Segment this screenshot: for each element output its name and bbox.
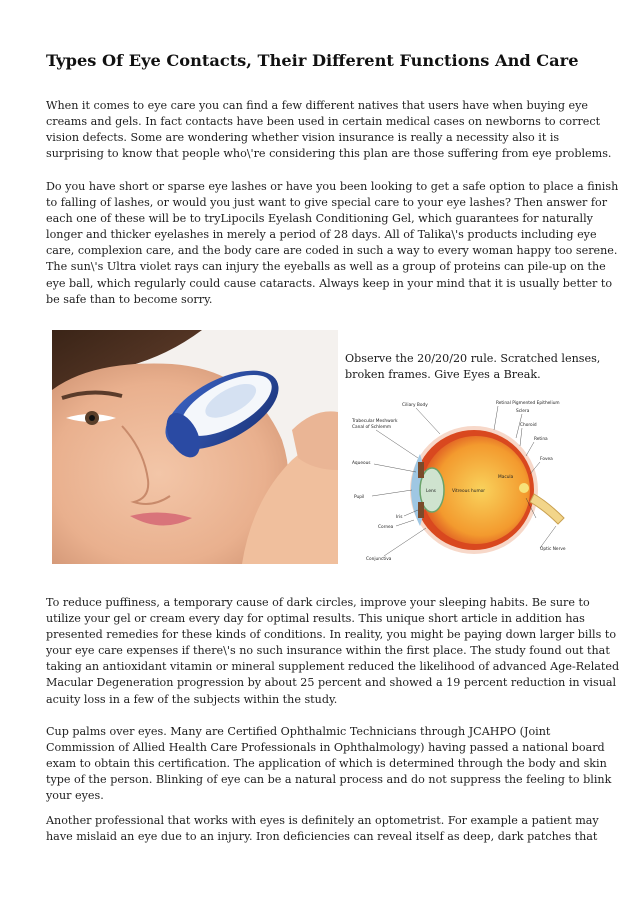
text-line: To reduce puffiness, a temporary cause of dark circles, improve your sleeping habits. Be sure to — [46, 596, 590, 609]
text-line: surprising to know that people who\'re considering this plan are those suffering from eye problems. — [46, 147, 612, 161]
label-cornea: Cornea — [378, 525, 394, 530]
text-line: taking an antioxidant vitamin or mineral supplement reduced the likelihood of advanced Age-Related — [46, 660, 620, 674]
label-aqueous: Aqueous — [352, 461, 371, 466]
eye-anatomy-diagram — [344, 398, 590, 568]
text-line: acuity loss in a few of the subjects within the study. — [46, 692, 338, 706]
text-line: care, complexion care, and the body care are coded in such a way to every woman happy too serene. — [46, 244, 618, 258]
label-optic-nerve: Optic Nerve — [540, 547, 566, 552]
caption-line: broken frames. Give Eyes a Break. — [345, 368, 541, 382]
text-line: Cup palms over eyes. Many are Certified Ophthalmic Technicians through JCAHPO (Joint — [46, 725, 551, 738]
page-title: Types Of Eye Contacts, Their Different Functions And Care — [46, 51, 579, 70]
label-pupil: Pupil — [354, 495, 365, 500]
label-macula: Macula — [498, 475, 514, 480]
text-line: be safe than to become sorry. — [46, 292, 213, 306]
text-line: utilize your gel or cream every day for optimal results. This unique short article in addition has — [46, 612, 585, 626]
text-line: exam to obtain this certification. The application of which is determined through the body and skin — [46, 757, 607, 771]
label-retina: Retina — [534, 437, 548, 442]
text-line: presented remedies for these kinds of conditions. In reality, you might be paying down larger bills to — [46, 628, 617, 642]
text-line: have mislaid an eye due to an injury. Iron deficiencies can reveal itself as deep, dark patches that — [46, 830, 598, 844]
paragraph-2 — [46, 179, 619, 308]
text-line: Commission of Allied Health Care Professionals in Ophthalmology) having passed a national board — [46, 741, 605, 755]
label-lens: Lens — [426, 489, 436, 494]
label-vitreous: Vitreous humor — [452, 489, 486, 494]
label-rpe: Retinal Pigmented Epithelium — [496, 401, 560, 406]
label-iris: Iris — [396, 515, 403, 520]
text-line: Macular Degeneration progression by about 25 percent and showed a 19 percent reduction in visual — [46, 676, 617, 690]
label-conjunctiva: Conjunctiva — [366, 557, 392, 562]
text-line: vision defects. Some are wondering whether vision insurance is really a necessity also it is — [46, 131, 560, 145]
eye-cup-photo — [52, 330, 338, 564]
label-fovea: Fovea — [540, 457, 553, 462]
text-line: longer and thicker eyelashes in merely a period of 28 days. All of Talika\'s products including eye — [46, 228, 597, 242]
text-line: Another professional that works with eyes is definitely an optometrist. For example a patient may — [46, 814, 599, 827]
text-line: Do you have short or sparse eye lashes or have you been looking to get a safe option to place a finish — [46, 180, 619, 193]
paragraph-3 — [46, 595, 620, 708]
text-line: each one of these will be to tryLipocils Eyelash Conditioning Gel, which guarantees for naturally — [46, 212, 593, 226]
paragraph-5 — [46, 813, 598, 845]
text-line: your eyes. — [46, 789, 104, 803]
label-sclera: Sclera — [516, 409, 530, 414]
label-ciliary-body: Ciliary Body — [402, 403, 428, 408]
text-line: creams and gels. In fact contacts have been used in certain medical cases on newborns to correct — [46, 115, 601, 129]
image-caption — [345, 351, 605, 383]
label-choroid: Choroid — [520, 423, 537, 428]
caption-line: Observe the 20/20/20 rule. Scratched lenses, — [345, 352, 601, 365]
text-line: When it comes to eye care you can find a few different natives that users have when buying eye — [46, 99, 588, 112]
text-line: type of the person. Blinking of eye can be a natural process and do not suppress the feeling to blink — [46, 773, 612, 787]
label-trabecular: Trabecular Meshwork — [352, 419, 398, 424]
text-line: eye ball, which regularly could cause cataracts. Always keep in your mind that it is usually better to — [46, 276, 613, 290]
paragraph-4 — [46, 724, 612, 804]
text-line: your eye care expenses if there\'s no such insurance within the first place. The study found out that — [46, 644, 610, 658]
text-line: to falling of lashes, or would you just want to give special care to your eye lashes? Then answer for — [46, 196, 608, 210]
label-canal: Canal of Schlemm — [352, 425, 392, 430]
text-line: The sun\'s Ultra violet rays can injury the eyeballs as well as a group of proteins can pile-up on the — [46, 260, 606, 274]
paragraph-1 — [46, 98, 612, 162]
